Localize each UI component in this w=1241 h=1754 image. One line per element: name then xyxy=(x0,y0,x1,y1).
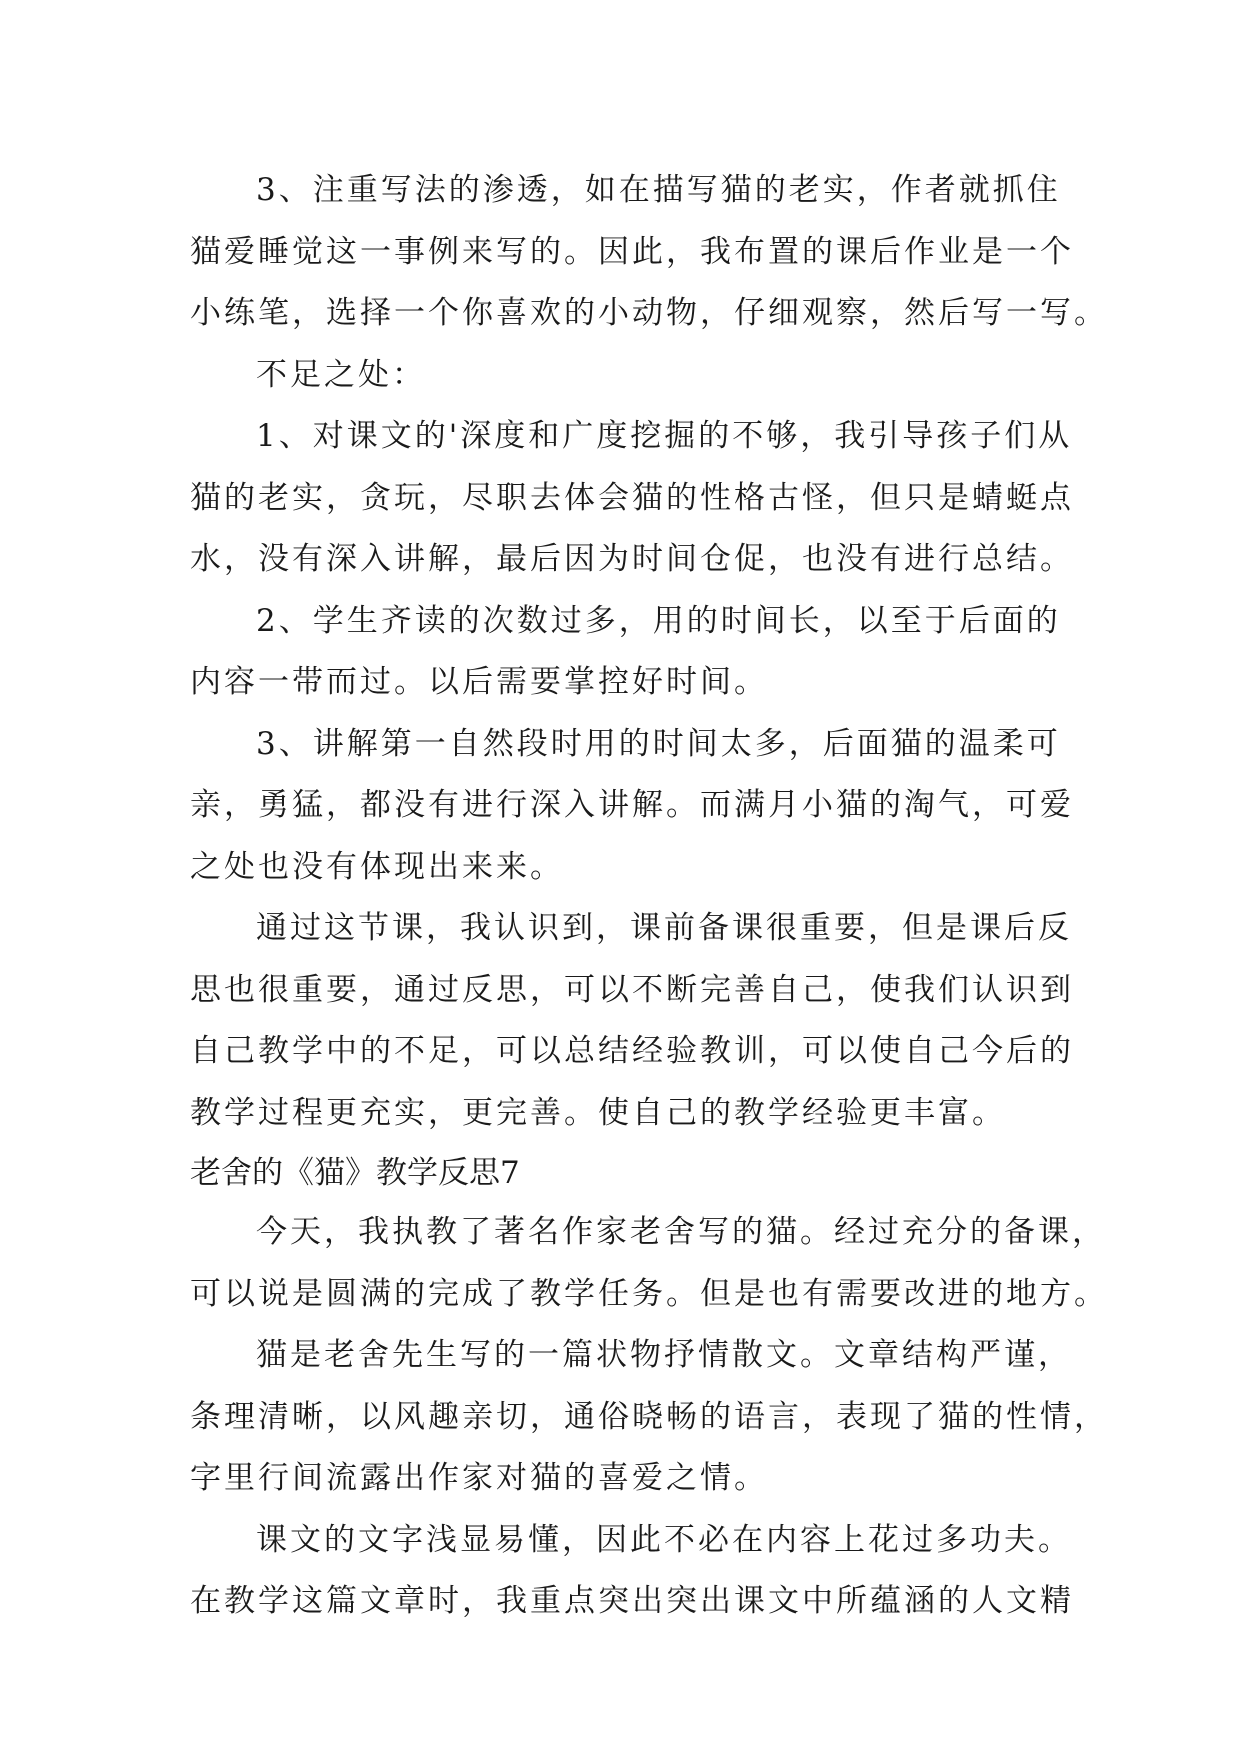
text-line: 猫爱睡觉这一事例来写的。因此，我布置的课后作业是一个 xyxy=(190,233,1074,270)
text-line: 不足之处： xyxy=(256,356,426,393)
text-line: 2、学生齐读的次数过多，用的时间长，以至于后面的 xyxy=(256,602,1061,639)
text-line: 之处也没有体现出来来。 xyxy=(190,848,564,885)
text-line: 在教学这篇文章时，我重点突出突出课文中所蕴涵的人文精 xyxy=(190,1583,1074,1619)
text-line: 今天，我执教了著名作家老舍写的猫。经过充分的备课， xyxy=(256,1214,1106,1250)
document-body xyxy=(190,160,1108,1633)
text-line: 猫是老舍先生写的一篇状物抒情散文。文章结构严谨， xyxy=(256,1337,1072,1373)
text-line: 思也很重要，通过反思，可以不断完善自己，使我们认识到 xyxy=(190,971,1074,1008)
text-line: 内容一带而过。以后需要掌控好时间。 xyxy=(190,664,768,700)
text-line: 水，没有深入讲解，最后因为时间仓促，也没有进行总结。 xyxy=(190,541,1074,577)
text-line: 课文的文字浅显易懂，因此不必在内容上花过多功夫。 xyxy=(256,1521,1072,1558)
text-line: 教学过程更充实，更完善。使自己的教学经验更丰富。 xyxy=(190,1094,1006,1131)
text-line: 小练笔，选择一个你喜欢的小动物，仔细观察，然后写一写。 xyxy=(190,295,1108,331)
text-line: 亲，勇猛，都没有进行深入讲解。而满月小猫的淘气，可爱 xyxy=(190,787,1074,823)
text-line: 1、对课文的'深度和广度挖掘的不够，我引导孩子们从 xyxy=(256,418,1073,454)
text-line: 字里行间流露出作家对猫的喜爱之情。 xyxy=(190,1460,768,1496)
text-line: 通过这节课，我认识到，课前备课很重要，但是课后反 xyxy=(256,910,1072,946)
text-line: 猫的老实，贪玩，尽职去体会猫的性格古怪，但只是蜻蜓点 xyxy=(190,479,1074,516)
text-line: 3、注重写法的渗透，如在描写猫的老实，作者就抓住 xyxy=(256,172,1061,208)
section-heading: 老舍的《猫》教学反思7 xyxy=(190,1155,520,1191)
text-line: 条理清晰，以风趣亲切，通俗晓畅的语言，表现了猫的性情， xyxy=(190,1398,1108,1435)
text-line: 3、讲解第一自然段时用的时间太多，后面猫的温柔可 xyxy=(256,725,1061,762)
text-line: 自己教学中的不足，可以总结经验教训，可以使自己今后的 xyxy=(190,1033,1074,1069)
text-line: 可以说是圆满的完成了教学任务。但是也有需要改进的地方。 xyxy=(190,1275,1108,1312)
